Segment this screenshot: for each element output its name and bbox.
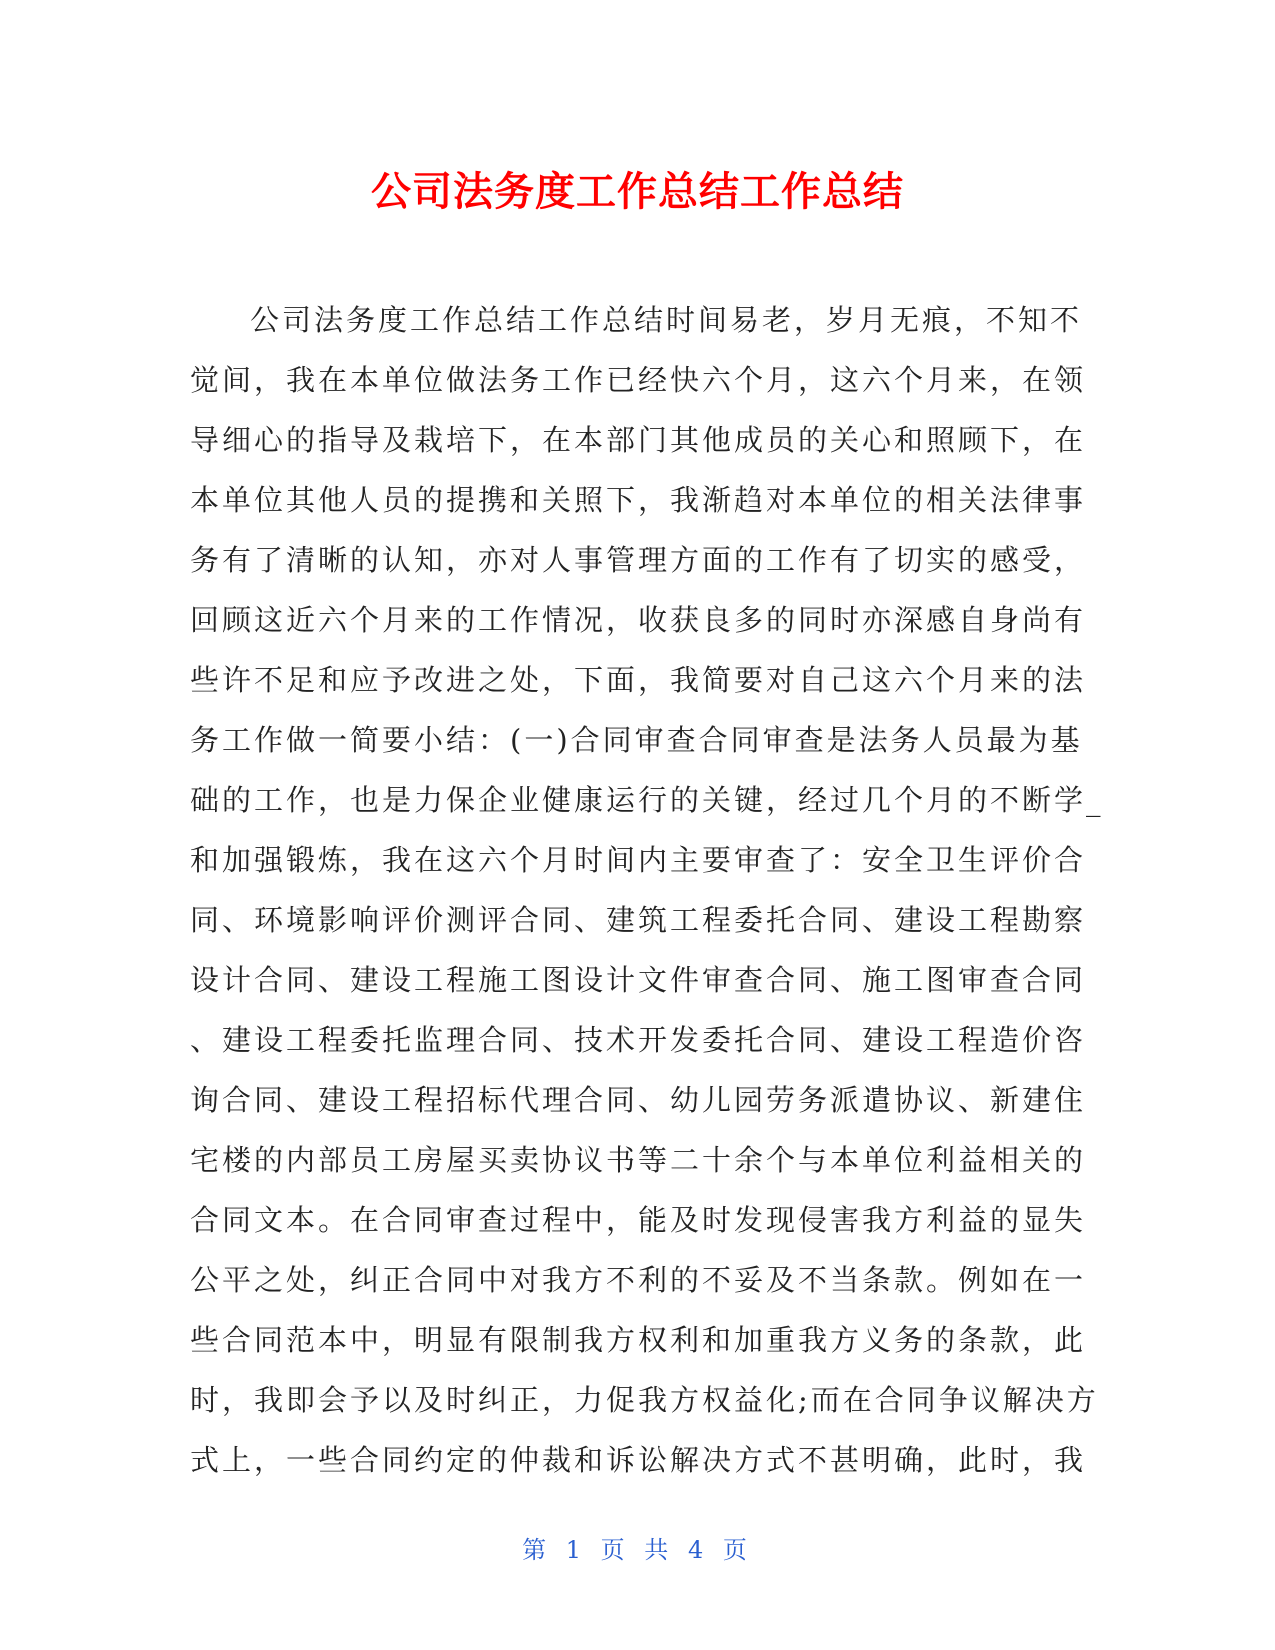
body-line: 公平之处，纠正合同中对我方不利的不妥及不当条款。例如在一 <box>190 1263 1087 1297</box>
body-line: 合同文本。在合同审查过程中，能及时发现侵害我方利益的显失 <box>190 1203 1087 1237</box>
body-line: 和加强锻炼，我在这六个月时间内主要审查了：安全卫生评价合 <box>190 843 1087 877</box>
body-line: 导细心的指导及栽培下，在本部门其他成员的关心和照顾下，在 <box>190 423 1087 457</box>
body-line: 设计合同、建设工程施工图设计文件审查合同、施工图审查合同 <box>190 963 1087 997</box>
page-number-footer: 第 1 页 共 4 页 <box>522 1536 753 1564</box>
body-line: 觉间，我在本单位做法务工作已经快六个月，这六个月来，在领 <box>190 363 1087 397</box>
body-line: 询合同、建设工程招标代理合同、幼儿园劳务派遣协议、新建住 <box>190 1083 1087 1117</box>
document-body <box>190 290 1104 1490</box>
body-line: 些许不足和应予改进之处，下面，我简要对自己这六个月来的法 <box>190 663 1087 697</box>
body-line: 务有了清晰的认知，亦对人事管理方面的工作有了切实的感受， <box>190 543 1087 577</box>
body-line: 些合同范本中，明显有限制我方权利和加重我方义务的条款，此 <box>190 1323 1087 1357</box>
body-line: 本单位其他人员的提携和关照下，我渐趋对本单位的相关法律事 <box>190 483 1087 517</box>
body-line: 式上，一些合同约定的仲裁和诉讼解决方式不甚明确，此时，我 <box>190 1443 1087 1477</box>
body-line: 宅楼的内部员工房屋买卖协议书等二十余个与本单位利益相关的 <box>190 1143 1087 1177</box>
document-title: 公司法务度工作总结工作总结 <box>371 169 904 215</box>
body-line: 、建设工程委托监理合同、技术开发委托合同、建设工程造价咨 <box>190 1023 1087 1057</box>
body-line: 公司法务度工作总结工作总结时间易老，岁月无痕，不知不 <box>250 303 1083 337</box>
body-line: 回顾这近六个月来的工作情况，收获良多的同时亦深感自身尚有 <box>190 603 1087 637</box>
body-line: 务工作做一简要小结：(一)合同审查合同审查是法务人员最为基 <box>190 723 1083 757</box>
body-line: 础的工作，也是力保企业健康运行的关键，经过几个月的不断学_ <box>190 783 1104 817</box>
body-line: 同、环境影响评价测评合同、建筑工程委托合同、建设工程勘察 <box>190 903 1087 937</box>
body-line: 时，我即会予以及时纠正，力促我方权益化;而在合同争议解决方 <box>190 1383 1099 1417</box>
